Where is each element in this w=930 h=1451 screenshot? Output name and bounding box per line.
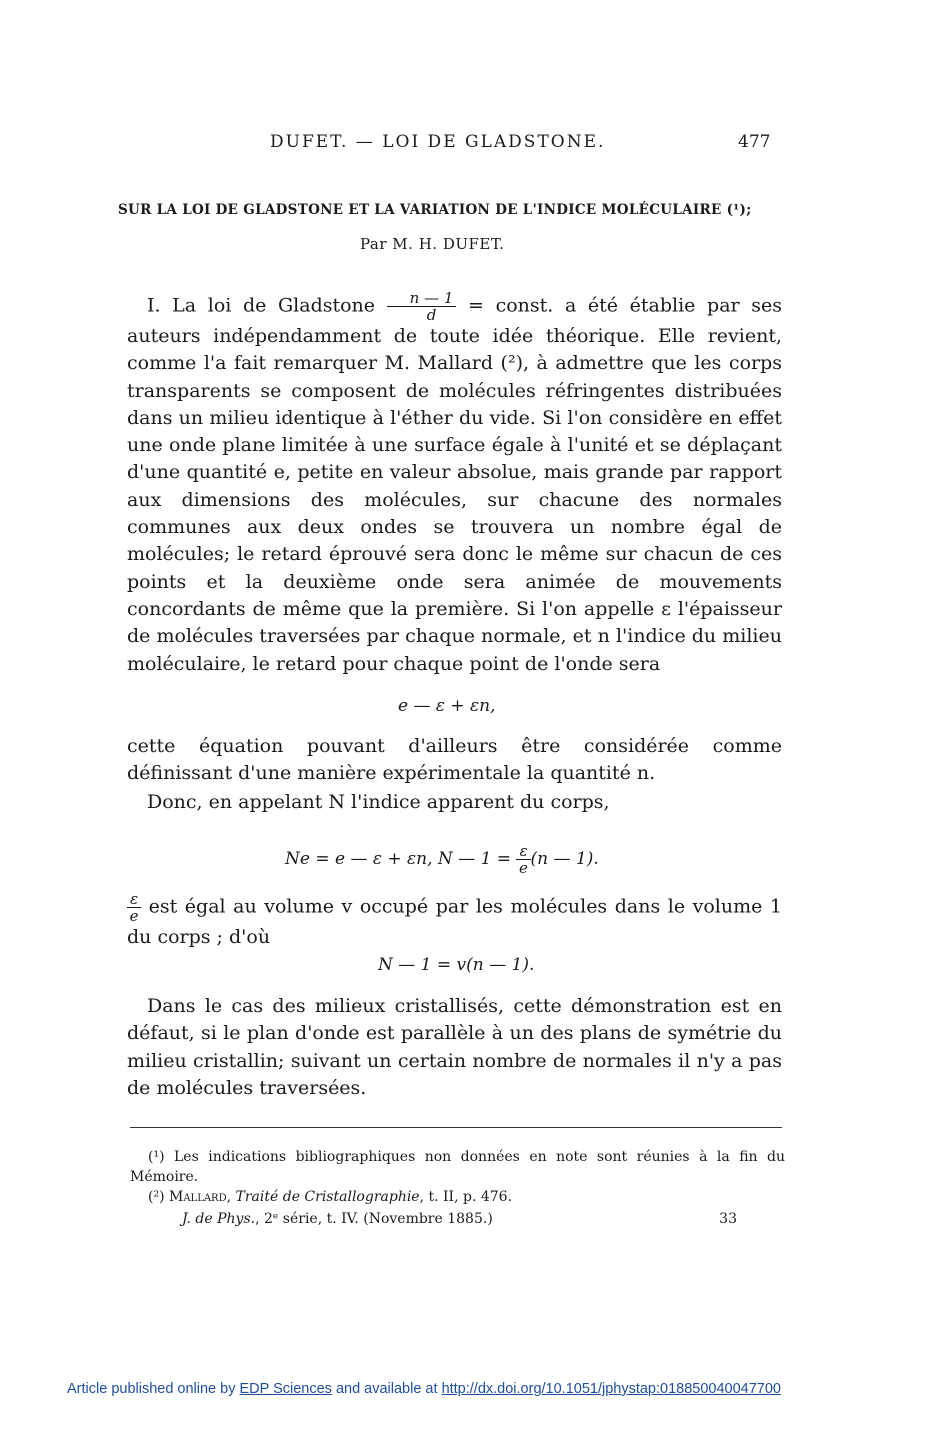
fraction-numerator: n — 1	[387, 290, 457, 307]
title-footnote-ref: (¹);	[721, 202, 752, 218]
page-number: 477	[738, 132, 771, 152]
formula-2-numerator: ε	[516, 843, 530, 860]
footnote-2-separator: ,	[226, 1189, 236, 1205]
footnote-2-title: Traité de Cristallographie	[235, 1189, 420, 1205]
gladstone-fraction	[387, 290, 457, 323]
article-title	[118, 202, 798, 218]
paragraph-1-start: I. La loi de Gladstone	[147, 294, 387, 317]
formula-2-fraction	[516, 843, 530, 876]
running-title: DUFET. — LOI DE GLADSTONE.	[270, 132, 606, 152]
publication-banner	[67, 1381, 781, 1397]
formula-2-left: Ne = e — ε + εn, N — 1 =	[285, 849, 517, 869]
signature-number: 33	[719, 1211, 737, 1227]
banner-prefix: Article published online by	[67, 1381, 240, 1397]
volume-fraction-denominator: e	[129, 907, 139, 925]
paragraph-2: cette équation pouvant d'ailleurs être considérée comme définissant d'une manière expérimentale la quantité n.	[127, 735, 782, 785]
footnotes	[130, 1147, 785, 1229]
journal-signature-line	[130, 1209, 785, 1229]
footnote-2-author: Mallard	[169, 1189, 227, 1205]
fraction-denominator: d	[426, 306, 437, 324]
paragraph-5: Dans le cas des milieux cristallisés, cette démonstration est en défaut, si le plan d'onde est parallèle à un des plans de symétrie du milieu cristallin; suivant un certain nombre de normales il n'y a pas de molécules traversées.	[127, 995, 782, 1099]
formula-volume: N — 1 = v(n — 1).	[378, 955, 535, 975]
paragraph-4-text: est égal au volume v occupé par les molécules dans le volume 1 du corps ; d'où	[127, 895, 782, 948]
footnote-2-marker: (²)	[148, 1189, 169, 1205]
publisher-link[interactable]: EDP Sciences	[239, 1381, 332, 1397]
footnote-1: (¹) Les indications bibliographiques non données en note sont réunies à la fin du Mémoire.	[130, 1149, 785, 1185]
paragraph-4	[127, 891, 782, 951]
formula-2-right: (n — 1).	[530, 849, 599, 869]
journal-name: J. de Phys.	[182, 1211, 256, 1227]
footnote-2	[130, 1187, 785, 1207]
doi-link[interactable]: http://dx.doi.org/10.1051/jphystap:018850040047700	[441, 1381, 781, 1397]
banner-middle: and available at	[331, 1381, 442, 1397]
volume-fraction-numerator: ε	[127, 891, 141, 908]
formula-retard: e — ε + εn,	[398, 696, 496, 716]
formula-2-denominator: e	[519, 859, 528, 877]
paragraph-3: Donc, en appelant N l'indice apparent du corps,	[147, 791, 610, 813]
paragraph-1	[127, 290, 782, 678]
paragraph-1-rest: = const. a été établie par ses auteurs indépendamment de toute idée théorique. Elle revient, comme l'a fait remarquer M. Mallard (²), à admettre que les corps transparents se composent de molécules réfringentes distribuées dans un milieu identique à l'éther du vide. Si l'on considère en effet une onde plane limitée à une surface égale à l'unité et se déplaçant d'une quantité e, petite en valeur absolue, mais grande par rapport aux dimensions des molécules, sur chacune des normales communes aux deux ondes se trouvera un nombre égal de molécules; le retard éprouvé sera donc le même sur chacun de ces points et la deuxième onde sera animée de mouvements concordants de même que la première. Si l'on appelle ε l'épaisseur de molécules traversées par chaque normale, et n l'indice du milieu moléculaire, le retard pour chaque point de l'onde sera	[127, 294, 782, 675]
author-byline: Par M. H. DUFET.	[360, 235, 505, 253]
volume-fraction	[127, 891, 141, 924]
footnote-2-rest: , t. II, p. 476.	[419, 1189, 513, 1205]
article-title-text: SUR LA LOI DE GLADSTONE ET LA VARIATION DE L'INDICE MOLÉCULAIRE	[118, 202, 722, 218]
formula-apparent-index	[285, 843, 599, 876]
journal-issue: , 2ᵉ série, t. IV. (Novembre 1885.)	[255, 1211, 493, 1227]
footnote-divider	[130, 1127, 782, 1128]
